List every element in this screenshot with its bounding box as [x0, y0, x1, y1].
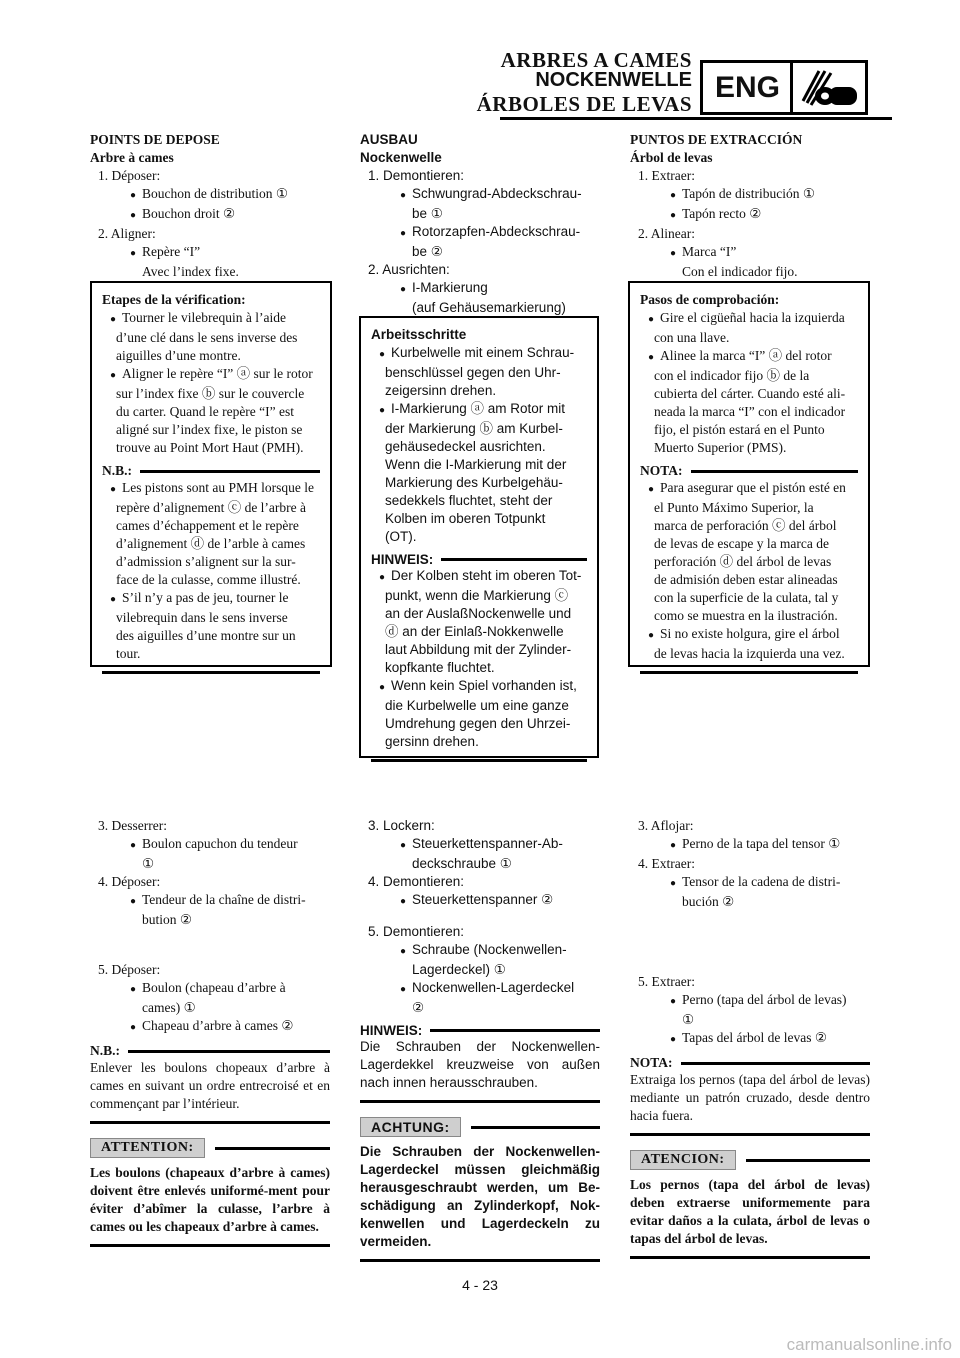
de-attention-text: Die Schrauben der Nockenwellen-Lagerdeckel müssen gleichmäßig herausgeschraubt werden, um Be-schädigung an Zylinderkopf, Nok-kenwellen und Lagerdeckeln zu vermeiden. — [360, 1144, 600, 1249]
de-step-item: Lagerdeckel) ① — [412, 962, 506, 977]
section-badge: ENG — [700, 60, 792, 115]
fr-check-box — [90, 281, 332, 667]
fr-attention-text: Les boulons (chapeaux d’arbre à cames) doivent être enlevés uniformé-ment pour éviter d’abîmer la culasse, l’arbre à cames ou les chapeaux d’arbre à cames. — [90, 1165, 330, 1234]
de-note-line: Umdrehung gegen den Uhrzei- — [385, 716, 571, 731]
es-box-line: Muerto Superior (PMS). — [654, 440, 787, 455]
es-step-item: Con el indicador fijo. — [682, 264, 798, 279]
de-box-line: ● I-Markierung ⓐ am Rotor mit — [371, 400, 587, 420]
fr-step-item: ● Tendeur de la chaîne de distri- — [90, 891, 330, 911]
fr-note-line: ● S’il n’y a pas de jeu, tourner le — [102, 589, 320, 609]
de-note-title: HINWEIS: — [360, 1023, 600, 1038]
es-step-item: ● Tapón recto ② — [630, 205, 870, 225]
de-check-box — [359, 316, 599, 758]
es-note-line: perforación ⓓ del árbol de levas — [654, 554, 832, 569]
es-note-title: NOTA: — [630, 1055, 870, 1071]
fr-attention-rule — [90, 1244, 330, 1247]
de-box-line: der Markierung ⓑ am Kurbel- — [385, 421, 563, 436]
fr-note-title: N.B.: — [102, 463, 320, 479]
es-note-title: NOTA: — [640, 463, 858, 479]
de-step-item: ● Schraube (Nockenwellen- — [360, 941, 600, 961]
fr-step-item: ● Bouchon de distribution ① — [90, 185, 330, 205]
es-step: 3. Aflojar: — [638, 818, 694, 833]
es-note-rule — [630, 1133, 870, 1136]
es-box-line: cubierta del cárter. Cuando esté ali- — [654, 386, 846, 401]
es-step: 5. Extraer: — [638, 974, 695, 989]
de-box-line: (OT). — [385, 529, 417, 544]
de-attention-label: ACHTUNG: — [360, 1117, 600, 1137]
fr-note-line: cames d’échappement et le repère — [116, 518, 299, 533]
es-note-line: como se muestra en la ilustración. — [654, 608, 838, 623]
de-step-item: be ① — [412, 206, 443, 221]
de-top-column — [360, 131, 600, 317]
es-step-item: ① — [682, 1012, 695, 1027]
de-note-line: kopfkante fluchtet. — [385, 660, 495, 675]
fr-step-item: cames) ① — [142, 1000, 196, 1015]
es-box-line: neada la marca “I” con el indicador — [654, 404, 846, 419]
fr-box-line: aiguilles d’une montre. — [116, 348, 241, 363]
title-french: ARBRES A CAMES — [500, 48, 692, 72]
es-box-line: ● Alinee la marca “I” ⓐ del rotor — [640, 347, 858, 367]
es-step-item: ● Tapón de distribución ① — [630, 185, 870, 205]
de-note-line: ⓓ an der Einlaß-Nokkenwelle — [385, 624, 564, 639]
fr-step: 4. Déposer: — [98, 874, 161, 889]
es-step: 1. Extraer: — [638, 168, 695, 183]
es-box-title: Pasos de comprobación: — [640, 292, 780, 307]
fr-step-item: ● Chapeau d’arbre à cames ② — [90, 1017, 330, 1037]
de-attention-rule — [360, 1259, 600, 1262]
de-step-item: (auf Gehäusemarkierung) — [412, 300, 566, 315]
es-step-item: ● Tensor de la cadena de distri- — [630, 873, 870, 893]
es-note-line: marca de perforación ⓒ del árbol — [654, 518, 837, 533]
es-note-text: Extraiga los pernos (tapa del árbol de levas) mediante un patrón cruzado, desde dentro hacia fuera. — [630, 1072, 870, 1123]
es-note-line: el Punto Máximo Superior, la — [654, 500, 814, 515]
de-step-item: ● Rotorzapfen-Abdeckschrau- — [360, 223, 600, 243]
de-bottom-column — [360, 817, 600, 1262]
fr-note-line: repère d’alignement ⓒ de l’arbre à — [116, 500, 307, 515]
de-step: 3. Lockern: — [368, 818, 435, 833]
fr-box-line: ● Aligner le repère “I” ⓐ sur le rotor — [102, 365, 320, 385]
fr-step-item: ① — [142, 856, 155, 871]
title-spanish: ÁRBOLES DE LEVAS — [476, 92, 692, 116]
fr-step-item: ● Repère “I” — [90, 243, 330, 263]
fr-note-line: d’admission s’alignent sur la sur- — [116, 554, 296, 569]
es-note-line: de levas de escape y la marca de — [654, 536, 830, 551]
es-note-line: de admisión deben estar alineadas — [654, 572, 838, 587]
es-attention-label: ATENCION: — [630, 1150, 870, 1170]
de-box-line: Markierung des Kurbelgehäu- — [385, 475, 563, 490]
de-step-item: be ② — [412, 244, 443, 259]
fr-note-rule — [90, 1121, 330, 1124]
fr-note-line: d’alignement ⓓ de l’arble à cames — [116, 536, 306, 551]
de-heading: AUSBAU — [360, 132, 418, 147]
page-number: 4 - 23 — [462, 1277, 498, 1293]
es-bottom-column — [630, 817, 870, 1259]
de-step: 2. Ausrichten: — [368, 262, 450, 277]
fr-step-item: ● Bouchon droit ② — [90, 205, 330, 225]
fr-note-text: Enlever les boulons chopeaux d’arbre à cames en suivant un ordre entrecroisé et en commençant par l’intérieur. — [90, 1060, 330, 1111]
fr-subheading: Arbre à cames — [90, 150, 174, 165]
de-note-line: ● Der Kolben steht im oberen Tot- — [371, 567, 587, 587]
es-attention-text: Los pernos (tapa del árbol de levas) deben extraerse uniformemente para evitar daños a la culata, árbol de levas o tapas del árbol de levas. — [630, 1177, 870, 1246]
fr-step-item: ● Boulon capuchon du tendeur — [90, 835, 330, 855]
fr-step: 5. Déposer: — [98, 962, 161, 977]
es-step-item: ● Perno (tapa del árbol de levas) — [630, 991, 870, 1011]
de-note-line: gersinn drehen. — [385, 734, 479, 749]
es-box-rule — [640, 671, 858, 674]
de-note-title: HINWEIS: — [371, 552, 587, 567]
de-step-item: ● Steuerkettenspanner-Ab- — [360, 835, 600, 855]
de-step-item: ● I-Markierung — [360, 279, 600, 299]
fr-box-line: ● Tourner le vilebrequin à l’aide — [102, 309, 320, 329]
es-note-line: de levas hacia la izquierda una vez. — [654, 646, 845, 661]
fr-box-line: du carter. Quand le repère “I” est — [116, 404, 295, 419]
es-box-line: con una llave. — [654, 330, 730, 345]
de-box-line: benschlüssel gegen den Uhr- — [385, 365, 561, 380]
es-note-line: ● Si no existe holgura, gire el árbol — [640, 625, 858, 645]
es-step-item: bución ② — [682, 894, 735, 909]
de-step: 5. Demontieren: — [368, 924, 465, 939]
header-rule — [500, 117, 892, 120]
fr-step: 2. Aligner: — [98, 226, 156, 241]
de-box-line: Wenn die I-Markierung mit der — [385, 457, 567, 472]
de-step: 1. Demontieren: — [368, 168, 465, 183]
de-subheading: Nockenwelle — [360, 150, 442, 165]
fr-note-line: ● Les pistons sont au PMH lorsque le — [102, 479, 320, 499]
engine-camshaft-icon — [790, 60, 868, 115]
de-box-rule — [371, 759, 587, 762]
fr-step-item: Avec l’index fixe. — [142, 264, 239, 279]
de-note-line: laut Abbildung mit der Zylinder- — [385, 642, 572, 657]
de-note-line: ● Wenn kein Spiel vorhanden ist, — [371, 677, 587, 697]
fr-note-line: des aiguilles d’une montre sur un — [116, 628, 296, 643]
fr-note-title: N.B.: — [90, 1043, 330, 1059]
es-box-line: ● Gire el cigüeñal hacia la izquierda — [640, 309, 858, 329]
de-box-line: gehäusedeckel ausrichten. — [385, 439, 546, 454]
es-box-line: fijo, el pistón estará en el Punto — [654, 422, 825, 437]
de-box-title: Arbeitsschritte — [371, 327, 467, 342]
fr-bottom-column — [90, 817, 330, 1247]
fr-box-line: trouve au Point Mort Haut (PMH). — [116, 440, 304, 455]
fr-note-line: tour. — [116, 646, 141, 661]
de-note-line: punkt, wenn die Markierung ⓒ — [385, 588, 569, 603]
de-note-line: an der AuslaßNockenwelle und — [385, 606, 572, 621]
title-german: NOCKENWELLE — [535, 69, 692, 91]
page-header — [0, 0, 960, 125]
de-box-line: sedekkels fluchtet, steht der — [385, 493, 553, 508]
de-note-line: die Kurbelwelle um eine ganze — [385, 698, 569, 713]
fr-step-item: bution ② — [142, 912, 192, 927]
es-step-item: ● Marca “I” — [630, 243, 870, 263]
de-note-rule — [360, 1100, 600, 1103]
de-step-item: ● Steuerkettenspanner ② — [360, 891, 600, 911]
es-subheading: Árbol de levas — [630, 150, 713, 165]
de-box-line: Kolben im oberen Totpunkt — [385, 511, 546, 526]
de-step-item: ● Nockenwellen-Lagerdeckel — [360, 979, 600, 999]
fr-box-line: d’une clé dans le sens inverse des — [116, 330, 298, 345]
es-step: 2. Alinear: — [638, 226, 695, 241]
de-box-line: zeigersinn drehen. — [385, 383, 497, 398]
es-step-item: ● Perno de la tapa del tensor ① — [630, 835, 870, 855]
es-heading: PUNTOS DE EXTRACCIÓN — [630, 132, 803, 147]
es-step: 4. Extraer: — [638, 856, 695, 871]
fr-step-item: ● Boulon (chapeau d’arbre à — [90, 979, 330, 999]
fr-box-line: aligné sur l’index fixe, le piston se — [116, 422, 303, 437]
fr-box-rule — [102, 671, 320, 674]
de-note-text: Die Schrauben der Nockenwellen-Lagerdekkel kreuzweise von außen nach innen herausschrauben. — [360, 1039, 600, 1090]
es-step-item: ● Tapas del árbol de levas ② — [630, 1029, 870, 1049]
fr-note-line: face de la culasse, comme illustré. — [116, 572, 301, 587]
fr-top-column — [90, 131, 330, 281]
es-top-column — [630, 131, 870, 281]
fr-step: 1. Déposer: — [98, 168, 161, 183]
es-attention-rule — [630, 1256, 870, 1259]
es-check-box — [628, 281, 870, 667]
fr-box-title: Etapes de la vérification: — [102, 292, 246, 307]
fr-attention-label: ATTENTION: — [90, 1138, 330, 1158]
de-step: 4. Demontieren: — [368, 874, 465, 889]
fr-box-line: sur l’index fixe ⓑ sur le couvercle — [116, 386, 305, 401]
fr-note-line: vilebrequin dans le sens inverse — [116, 610, 288, 625]
de-step-item: deckschraube ① — [412, 856, 512, 871]
es-note-line: ● Para asegurar que el pistón esté en — [640, 479, 858, 499]
de-box-line: ● Kurbelwelle mit einem Schrau- — [371, 344, 587, 364]
es-box-line: con el indicador fijo ⓑ de la — [654, 368, 810, 383]
de-step-item: ● Schwungrad-Abdeckschrau- — [360, 185, 600, 205]
es-note-line: con la superficie de la culata, tal y — [654, 590, 839, 605]
de-step-item: ② — [412, 1000, 425, 1015]
fr-step: 3. Desserrer: — [98, 818, 167, 833]
fr-heading: POINTS DE DEPOSE — [90, 132, 220, 147]
watermark: carmanualsonline.info — [786, 1335, 952, 1354]
